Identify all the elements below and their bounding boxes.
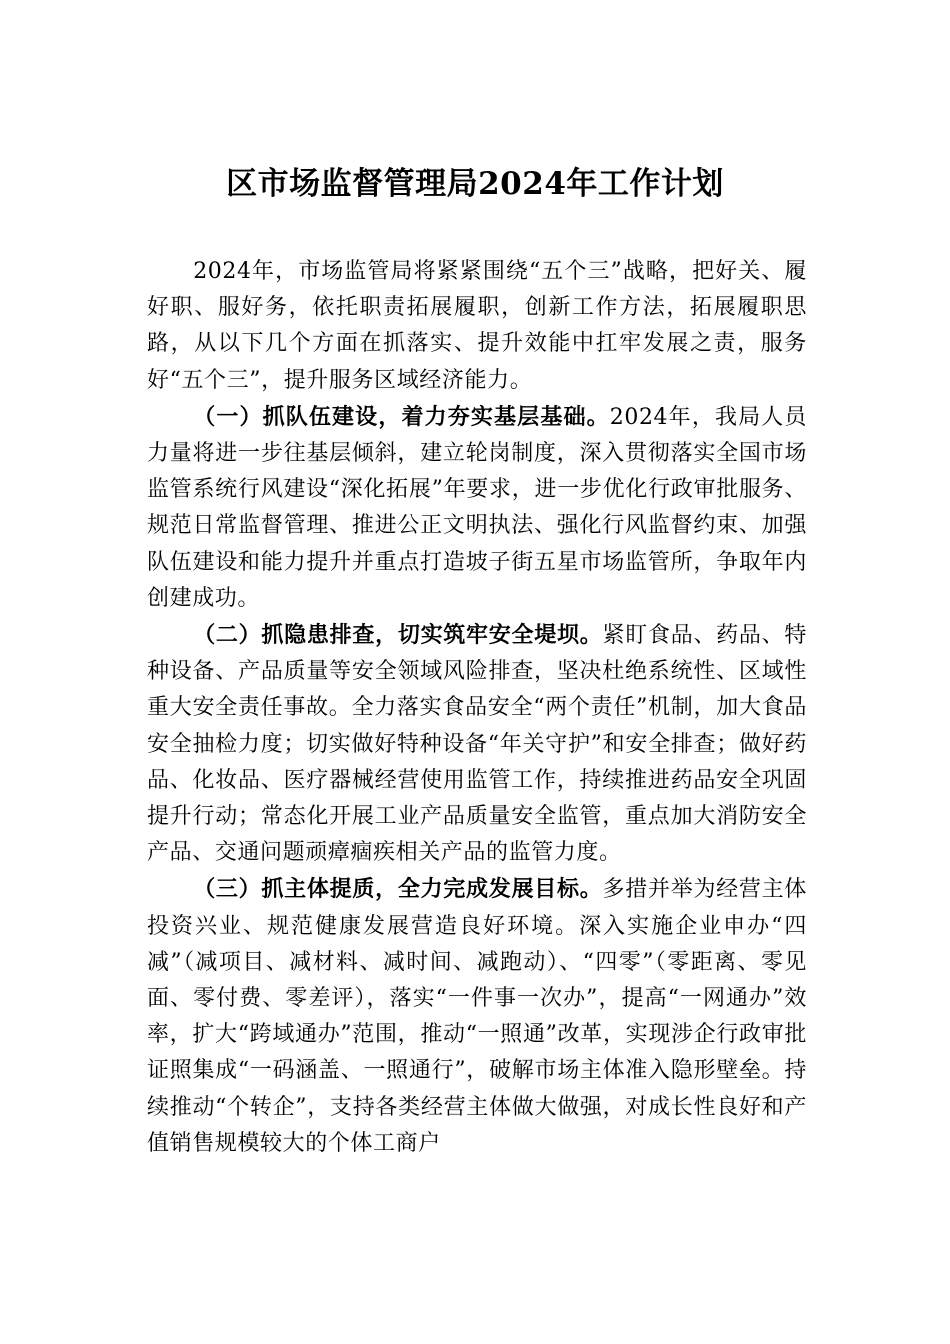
section-text-2: 紧盯食品、药品、特种设备、产品质量等安全领域风险排查，坚决杜绝系统性、区域性重大安全责任事故。全力落实食品安全“两个责任”机制，加大食品安全抽检力度；切实做好特种设备“年关守护”和安全排查；做好药品、化妆品、医疗器械经营使用监管工作，持续推进药品安全巩固提升行动；常态化开展工业产品质量安全监管，重点加大消防安全产品、交通问题顽瘴痼疾相关产品的监管力度。 bbox=[147, 623, 807, 866]
section-heading-1: （一）抓队伍建设，着力夯实基层基础。 bbox=[193, 403, 610, 430]
section-paragraph-1 bbox=[147, 399, 807, 617]
intro-paragraph: 2024年，市场监管局将紧紧围绕“五个三”战略，把好关、履好职、服好务，依托职责拓展履职，创新工作方法，拓展履职思路，从以下几个方面在抓落实、提升效能中扛牢发展之责，服务好“五个三”，提升服务区域经济能力。 bbox=[147, 259, 807, 393]
document-title: 区市场监督管理局2024年工作计划 bbox=[226, 166, 724, 202]
section-heading-2: （二）抓隐患排查，切实筑牢安全堤坝。 bbox=[193, 622, 603, 649]
document-body bbox=[147, 254, 807, 1162]
section-text-1: 2024年，我局人员力量将进一步往基层倾斜，建立轮岗制度，深入贯彻落实全国市场监管系统行风建设“深化拓展”年要求，进一步优化行政审批服务、规范日常监督管理、推进公正文明执法、强化行风监督约束、加强队伍建设和能力提升并重点打造坡子街五星市场监管所，争取年内创建成功。 bbox=[147, 404, 807, 611]
section-paragraph-2 bbox=[147, 617, 807, 871]
section-paragraph-3 bbox=[147, 871, 807, 1162]
section-heading-3: （三）抓主体提质，全力完成发展目标。 bbox=[193, 876, 603, 903]
section-text-3: 多措并举为经营主体投资兴业、规范健康发展营造良好环境。深入实施企业申办“四减”（减项目、减材料、减时间、减跑动）、“四零”（零距离、零见面、零付费、零差评），落实“一件事一次办”，提高“一网通办”效率，扩大“跨域通办”范围，推动“一照通”改革，实现涉企行政审批证照集成“一码涵盖、一照通行”，破解市场主体准入隐形壁垒。持续推动“个转企”，支持各类经营主体做大做强，对成长性良好和产值销售规模较大的个体工商户 bbox=[147, 877, 807, 1156]
